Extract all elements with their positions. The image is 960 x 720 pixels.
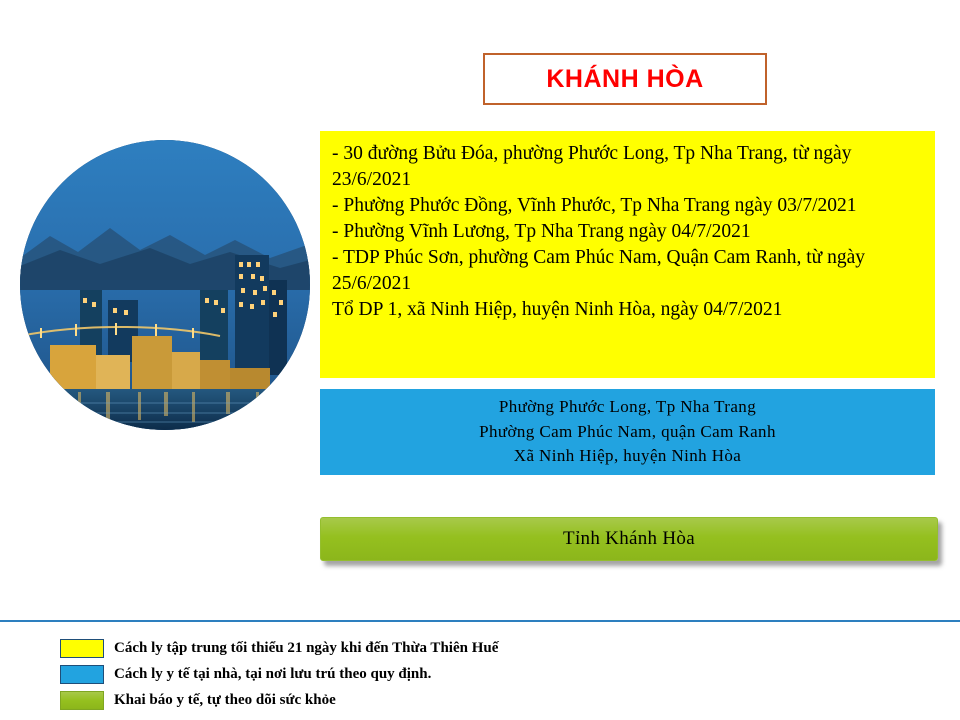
location-line: Phường Cam Phúc Nam, quận Cam Ranh [479, 421, 776, 441]
legend-item-label: Cách ly y tế tại nhà, tại nơi lưu trú theo quy định. [114, 665, 432, 682]
legend-item-label: Cách ly tập trung tối thiểu 21 ngày khi đến Thừa Thiên Huế [114, 639, 499, 656]
location-line: Phường Phước Long, Tp Nha Trang [498, 397, 757, 417]
nha-trang-night-cityscape-photo [20, 140, 310, 430]
quarantine-locations-yellow-box [320, 131, 935, 378]
home-quarantine-blue-box [320, 389, 935, 475]
location-line: Tổ DP 1, xã Ninh Hiệp, huyện Ninh Hòa, ngày 04/7/2021 [332, 298, 783, 320]
province-title-box [483, 53, 767, 105]
location-line: - 30 đường Bửu Đóa, phường Phước Long, Tp Nha Trang, từ ngày 23/6/2021 [332, 143, 852, 190]
footer-divider [0, 620, 960, 622]
location-line: - Phường Vĩnh Lương, Tp Nha Trang ngày 04/7/2021 [332, 220, 751, 242]
legend-item [60, 662, 760, 686]
legend-item [60, 688, 760, 712]
legend-swatch-yellow-icon [60, 639, 104, 658]
legend-swatch-blue-icon [60, 665, 104, 684]
location-line: - Phường Phước Đồng, Vĩnh Phước, Tp Nha Trang ngày 03/7/2021 [332, 194, 857, 216]
legend-item [60, 636, 760, 660]
legend-item-label: Khai báo y tế, tự theo dõi sức khỏe [114, 691, 336, 708]
location-line: - TDP Phúc Sơn, phường Cam Phúc Nam, Quận Cam Ranh, từ ngày 25/6/2021 [332, 246, 866, 294]
legend-swatch-green-icon [60, 691, 104, 710]
province-green-bar [320, 517, 938, 561]
province-green-bar-label: Tỉnh Khánh Hòa [563, 528, 695, 549]
location-line: Xã Ninh Hiệp, huyện Ninh Hòa [513, 446, 742, 466]
legend [60, 636, 760, 714]
page-title: KHÁNH HÒA [546, 64, 704, 93]
